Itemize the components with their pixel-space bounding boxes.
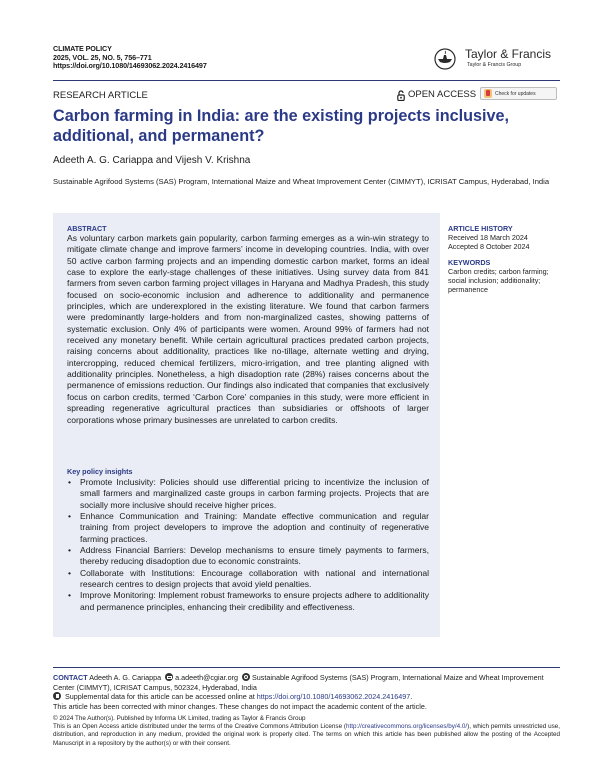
supplemental-end: .	[410, 692, 413, 701]
contact-name: Adeeth A. G. Cariappa	[89, 673, 162, 682]
list-item	[67, 590, 429, 613]
open-lock-icon	[397, 90, 405, 101]
supplemental-data-icon	[53, 692, 61, 700]
license-link[interactable]: http://creativecommons.org/licenses/by/4.0/	[346, 723, 468, 731]
bullet-icon: •	[68, 545, 71, 556]
address-icon	[242, 673, 250, 681]
bullet-icon: •	[68, 511, 71, 522]
license-block	[53, 715, 560, 748]
abstract-heading: ABSTRACT	[67, 224, 107, 233]
footer-divider	[53, 667, 560, 668]
check-for-updates-button[interactable]	[480, 87, 557, 100]
publisher-lamp-icon	[434, 48, 456, 70]
insight-text: Collaborate with Institutions: Encourage collaboration with national and international research centres to design projects that avoid yield penalties.	[80, 567, 429, 590]
crossmark-icon	[484, 89, 492, 98]
insight-text: Address Financial Barriers: Develop mechanisms to ensure timely payments to farmers, thereby reducing disadoption due to economic constraints.	[80, 545, 429, 567]
key-policy-insights-heading: Key policy insights	[67, 467, 133, 476]
bullet-icon: •	[68, 477, 71, 487]
author-affiliation: Sustainable Agrifood Systems (SAS) Program, International Maize and Wheat Improvement Center (CIMMYT), ICRISAT Campus, Hyderabad, India	[53, 177, 550, 186]
insight-text: Improve Monitoring: Implement robust frameworks to ensure projects adhere to additionality and permanence principles, enhancing their credibility and effectiveness.	[80, 590, 429, 612]
bullet-icon: •	[68, 590, 71, 601]
journal-name: CLIMATE POLICY	[53, 44, 112, 53]
supplemental-link[interactable]: https://doi.org/10.1080/14693062.2024.2416497	[256, 692, 411, 701]
accepted-date: Accepted 8 October 2024	[448, 242, 530, 251]
check-for-updates-label: Check for updates	[495, 90, 536, 97]
correction-note: This article has been corrected with minor changes. These changes do not impact the academic content of the article.	[53, 701, 427, 711]
bullet-icon: •	[68, 567, 71, 578]
keywords-list: Carbon credits; carbon farming; social inclusion; additionality; permanence	[448, 267, 549, 294]
publisher-name: Taylor & Francis	[465, 47, 552, 61]
key-policy-insights-list	[67, 477, 429, 613]
contact-label: CONTACT	[53, 673, 88, 682]
publisher-logo	[434, 47, 560, 75]
abstract-text: As voluntary carbon markets gain popularity, carbon farming emerges as a win-win strategy to mitigate climate change and improve farmers’ income in developing countries. India, with over 50 active carbon farming projects and an impending domestic carbon market, forms an ideal case to explore the early-stage challenges of these initiatives. Using survey data from 841 farmers from seven carbon farming project villages in Haryana and Madhya Pradesh, this study focused on socio-economic inclusion and adherence to additionality and permanence principles, which are underexplored in the existing literature. We found that carbon farmers were predominantly large-holders and from non-marginalized castes, showing patterns of systematic exclusion. Only 4% of participants were women. Around 99% of farmers had not received any monetary benefit. While certain agricultural practices predated carbon projects, raising concerns about additionality, practices like no-tillage, alternate wetting and drying, intercropping, reduced chemical fertilizers, micro-irrigation, and tree planting aligned with additionality principles. Nonetheless, a high disadoption rate (28%) raises concerns about the permanence of emissions reduction. Our findings also indicated that companies that exclusively focus on carbon credits, termed ‘Carbon Core’ companies in this study, were more efficient in spreading regenerative agricultural practices than subsidiaries or offshoots of larger corporations whose primary businesses are unrelated to carbon credits.	[67, 233, 429, 425]
list-item	[67, 511, 429, 545]
publisher-group: Taylor & Francis Group	[467, 62, 522, 68]
contact-email[interactable]: a.adeeth@cgiar.org	[175, 673, 238, 682]
email-icon	[165, 673, 173, 681]
journal-doi-link[interactable]: https://doi.org/10.1080/14693062.2024.2416497	[53, 61, 207, 71]
list-item	[67, 545, 429, 568]
journal-volume-info: 2025, VOL. 25, NO. 5, 756–771	[53, 52, 152, 62]
article-authors: Adeeth A. G. Cariappa and Vijesh V. Krishna	[53, 155, 251, 166]
article-title: Carbon farming in India: are the existing projects inclusive, additional, and permanent?	[53, 107, 510, 145]
article-type: RESEARCH ARTICLE	[53, 90, 148, 101]
supplemental-text: Supplemental data for this article can be accessed online at	[65, 692, 255, 701]
license-text-start: This is an Open Access article distributed under the terms of the Creative Commons Attribution License (	[53, 723, 347, 731]
list-item	[67, 477, 429, 511]
article-history-heading: ARTICLE HISTORY	[448, 224, 513, 233]
contact-block	[53, 673, 560, 711]
header-divider	[53, 80, 560, 81]
received-date: Received 18 March 2024	[448, 233, 528, 242]
article-sidebar	[448, 225, 563, 294]
license-text-end: ), which permits unrestricted use, distribution, and reproduction in any medium, provided the original work is properly cited. The terms on which this article has been published allow the posting of the Accepted Manuscript in a repository by the author(s) or with their consent.	[53, 723, 560, 747]
keywords-heading: KEYWORDS	[448, 258, 491, 267]
open-access-text: OPEN ACCESS	[408, 89, 477, 100]
copyright-notice: © 2024 The Author(s). Published by Informa UK Limited, trading as Taylor & Francis Group	[53, 715, 306, 722]
list-item	[67, 568, 429, 591]
open-access-label	[397, 89, 476, 101]
insight-text: Promote Inclusivity: Policies should use differential pricing to incentivize the inclusion of small farmers and marginalized caste groups in carbon farming projects. Projects that are socially more inclusive should receive higher prices.	[80, 477, 429, 510]
journal-info	[53, 45, 207, 71]
contact-address: Sustainable Agrifood Systems (SAS) Program, International Maize and Wheat Improvement Center (CIMMYT), ICRISAT Campus, 502324, Hyderabad, India	[53, 673, 544, 692]
insight-text: Enhance Communication and Training: Mandate effective communication and regular training from project developers to improve the adoption and continuity of regenerative farming practices.	[80, 511, 429, 544]
